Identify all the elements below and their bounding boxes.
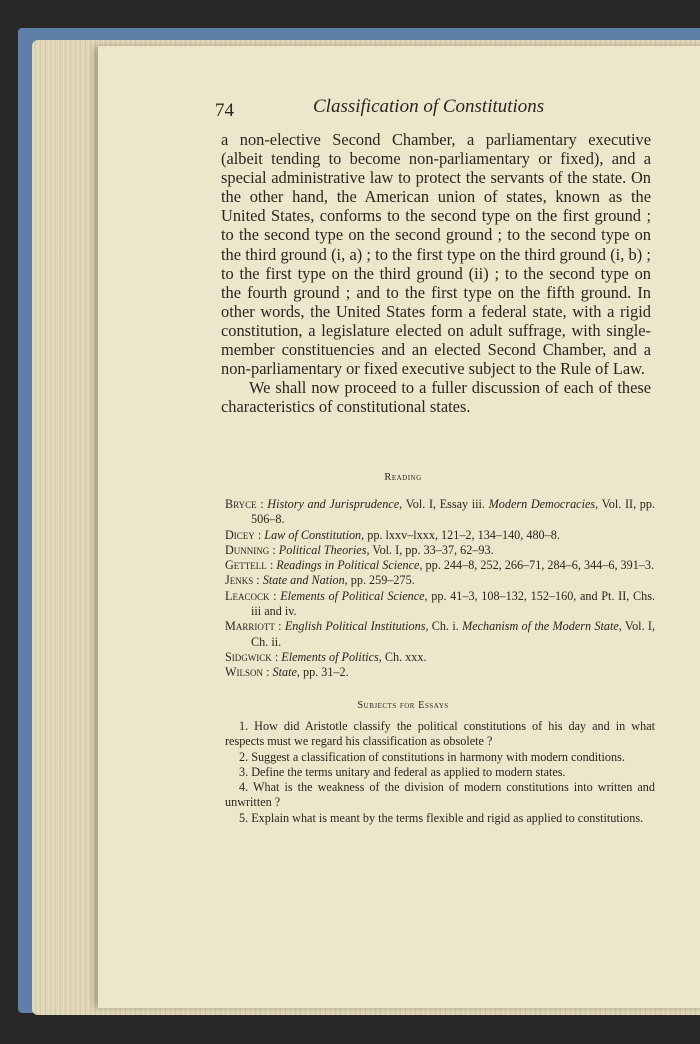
essay-item: 1. How did Aristotle classify the political constitutions of his day and in what respects must we regard his classification as obsolete ? [225, 719, 655, 749]
author: Marriott [225, 619, 275, 634]
reading-item: Sidgwick : Elements of Politics, Ch. xxx. [225, 649, 427, 664]
work-title: State [272, 665, 297, 680]
work-title: Modern Democracies [488, 497, 596, 511]
essays-title: Subjects for Essays [357, 700, 449, 711]
author: Sidgwick [225, 649, 272, 664]
work-title: English Political Institutions [284, 619, 426, 634]
author: Bryce [225, 497, 257, 511]
work-title: Elements of Politics [281, 649, 379, 664]
essay-item: 5. Explain what is meant by the terms flexible and rigid as applied to constitutions. [239, 810, 644, 825]
author: Gettell [225, 558, 267, 573]
essay-item: 3. Define the terms unitary and federal as applied to modern states. [239, 764, 566, 779]
work-title: State and Nation [262, 573, 345, 588]
author: Dicey [225, 527, 255, 542]
reading-item: Marriott : English Political Institutions, Ch. i. Mechanism of the Modern State, Vol. I, Ch. ii. [225, 619, 656, 649]
author: Dunning [225, 542, 270, 557]
reading-item: Bryce : History and Jurisprudence, Vol. I, Essay iii. Modern Democracies, Vol. II, pp. 506–8. [225, 497, 655, 527]
work-title: Political Theories [278, 542, 367, 557]
work-title: Mechanism of the Modern State [462, 619, 619, 634]
author: Jenks [225, 573, 254, 588]
running-head: Classification of Constitutions [313, 96, 545, 117]
reading-item: Gettell : Readings in Political Science, pp. 244–8, 252, 266–71, 284–6, 344–6, 391–3. [225, 558, 655, 573]
author: Wilson [225, 665, 264, 680]
page-number: 74 [215, 100, 234, 121]
reading-item: Dicey : Law of Constitution, pp. lxxv–lxxx, 121–2, 134–140, 480–8. [225, 527, 560, 542]
reading-item: Dunning : Political Theories, Vol. I, pp. 33–37, 62–93. [225, 542, 494, 557]
reading-item: Jenks : State and Nation, pp. 259–275. [225, 573, 415, 588]
reading-title: Reading [384, 472, 422, 483]
essay-list [225, 719, 655, 826]
book-page [98, 46, 700, 1008]
essay-item: 2. Suggest a classification of constitutions in harmony with modern conditions. [239, 749, 625, 764]
work-title: Law of Constitution [264, 527, 362, 542]
work-title: Elements of Political Science [280, 588, 425, 603]
body-text [221, 130, 651, 416]
reading-item: Wilson : State, pp. 31–2. [225, 665, 349, 680]
essay-item: 4. What is the weakness of the division of modern constitutions into written and unwritten ? [225, 780, 655, 810]
reading-list [225, 497, 655, 681]
work-title: Readings in Political Science [276, 558, 420, 573]
author: Leacock [225, 588, 270, 603]
reading-item: Leacock : Elements of Political Science, pp. 41–3, 108–132, 152–160, and Pt. II, Chs. iii and iv. [225, 588, 656, 619]
work-title: History and Jurisprudence [267, 497, 400, 511]
paragraph: We shall now proceed to a fuller discussion of each of these characteristics of constitutional states. [221, 378, 651, 417]
paragraph: a non-elective Second Chamber, a parliamentary executive (albeit tending to become non-parliamentary or fixed), and a special administrative law to protect the servants of the state. On the other hand, the American union of states, known as the United States, conforms to the second type on the first ground ; to the second type on the second ground ; to the second type on the third ground (i, a) ; to the first type on the third ground (i, b) ; to the first type on the third ground (ii) ; to the second type on the fourth ground ; and to the first type on the fifth ground. In other words, the United States form a federal state, with a rigid constitution, a legislature elected on adult suffrage, with single-member constituencies and an elected Second Chamber, and a non-parliamentary or fixed executive subject to the Rule of Law. [221, 130, 651, 379]
